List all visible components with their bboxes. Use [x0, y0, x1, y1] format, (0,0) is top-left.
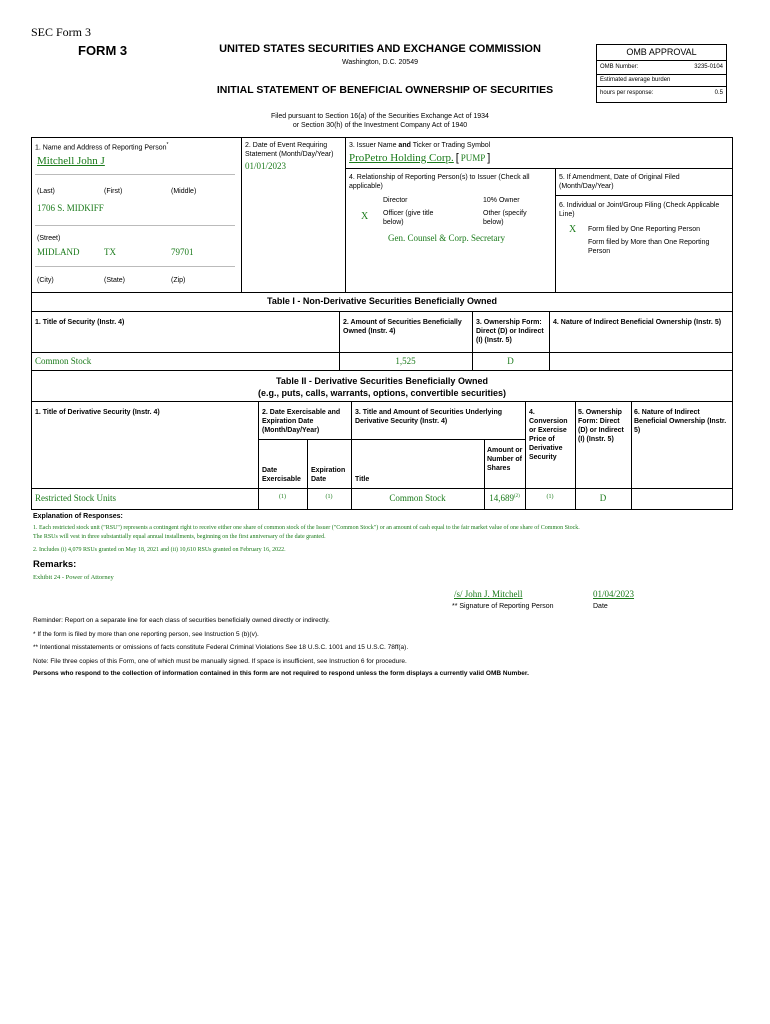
table2-row-amount: 14,689: [489, 493, 514, 503]
agency-location: Washington, D.C. 20549: [341, 59, 418, 66]
box6-label: 6. Individual or Joint/Group Filing (Check Applicable Line): [559, 202, 720, 218]
ticker-open-bracket: [: [455, 152, 459, 164]
omb-number-label: OMB Number:: [600, 64, 639, 70]
table1-row-amount: 1,525: [395, 356, 416, 366]
omb-hours-row: [597, 87, 726, 99]
table2-row-form: D: [599, 493, 607, 503]
first-label: (First): [104, 188, 123, 195]
table1-title: Table I - Non-Derivative Securities Beneficially Owned: [267, 296, 497, 306]
form-title: FORM 3: [78, 43, 128, 58]
signature-date: 01/04/2023: [593, 589, 635, 599]
table1-row-form: D: [507, 356, 514, 366]
omb-number-value: 3235-0104: [694, 64, 723, 70]
more-persons-label: Form filed by More than One Reporting Person: [588, 239, 710, 255]
box3-label: [349, 141, 490, 150]
one-person-checkmark[interactable]: X: [569, 224, 577, 235]
filed-line-2: or Section 30(h) of the Investment Company Act of 1940: [292, 122, 468, 129]
box3-label-post: Ticker or Trading Symbol: [410, 142, 491, 149]
last-label: (Last): [37, 188, 55, 195]
agency-title: UNITED STATES SECURITIES AND EXCHANGE COMMISSION: [219, 43, 541, 55]
box1-label: [35, 141, 168, 152]
footer-reminder: Reminder: Report on a separate line for each class of securities beneficially owned directly or indirectly.: [33, 617, 330, 624]
omb-approval-box: [596, 44, 727, 103]
box2-label: 2. Date of Event Requiring Statement (Month/Day/Year): [245, 142, 334, 158]
footer-omb-notice: Persons who respond to the collection of information contained in this form are not required to respond unless the form displays a currently valid OMB Number.: [33, 670, 529, 677]
table2-title: Table II - Derivative Securities Beneficially Owned: [276, 376, 488, 386]
ticker-symbol[interactable]: PUMP: [460, 153, 486, 163]
statement-title: INITIAL STATEMENT OF BENEFICIAL OWNERSHIP OF SECURITIES: [216, 84, 554, 96]
table2-row-amount-note: (2): [513, 494, 520, 499]
table2-row-price: (1): [546, 494, 554, 500]
explanation-heading: Explanation of Responses:: [33, 513, 123, 520]
box4-label: 4. Relationship of Reporting Person(s) to Issuer (Check all applicable): [349, 174, 530, 190]
zip-value: 79701: [171, 247, 194, 257]
table1-col2: 2. Amount of Securities Beneficially Owned (Instr. 4): [343, 319, 462, 335]
remarks-heading: Remarks:: [33, 559, 77, 570]
explanation-note-2: 2. Includes (i) 4,079 RSUs granted on May 18, 2021 and (ii) 10,610 RSUs granted on February 16, 2022.: [33, 547, 286, 553]
zip-label: (Zip): [171, 277, 186, 284]
table2-col3a: Title: [355, 476, 370, 483]
other-label: Other (specify below): [483, 210, 527, 226]
ten-percent-owner-label: 10% Owner: [483, 197, 520, 204]
table2-row-exercisable: (1): [279, 494, 286, 500]
middle-label: (Middle): [171, 188, 197, 195]
table2-col3b: Amount or Number of Shares: [487, 447, 523, 472]
explanation-note-1a: 1. Each restricted stock unit ("RSU") represents a contingent right to receive either one share of common stock of the Issuer ("Common Stock") or an amount of cash equal to the fair market value of one share of Common Stock.: [33, 525, 580, 531]
reporting-person-name[interactable]: Mitchell John J: [37, 155, 105, 167]
omb-number-row: [597, 61, 726, 75]
table2-row-expiration: (1): [325, 494, 333, 500]
officer-checkmark[interactable]: X: [361, 211, 369, 222]
omb-hours-label: hours per response:: [600, 90, 654, 96]
ticker-close-bracket: ]: [487, 152, 491, 164]
box1-asterisk: *: [166, 142, 169, 148]
signature-label: ** Signature of Reporting Person: [452, 603, 554, 610]
city-value: MIDLAND: [37, 247, 80, 257]
omb-hours-value: 0.5: [714, 90, 723, 96]
street-label: (Street): [37, 235, 61, 242]
omb-burden-label: Estimated average burden: [597, 75, 726, 87]
box3-label-pre: 3. Issuer Name: [349, 142, 399, 149]
signature-name: /s/ John J. Mitchell: [454, 589, 523, 599]
street-value: 1706 S. MIDKIFF: [37, 203, 104, 213]
table2-row-underlying: Common Stock: [389, 493, 446, 503]
sec-form-label: SEC Form 3: [31, 25, 92, 39]
remarks-text: Exhibit 24 - Power of Attorney: [33, 574, 114, 581]
table2-col2a: Date Exercisable: [262, 467, 301, 483]
filed-line-1: Filed pursuant to Section 16(a) of the Securities Exchange Act of 1934: [271, 113, 489, 120]
table1-col1: 1. Title of Security (Instr. 4): [35, 319, 125, 326]
box3-label-and: and: [398, 142, 411, 149]
signature-date-label: Date: [593, 603, 608, 610]
officer-label: Officer (give title below): [383, 210, 434, 226]
table2-col1: 1. Title of Derivative Security (Instr. 4): [35, 409, 160, 416]
one-person-label: Form filed by One Reporting Person: [588, 226, 701, 233]
table2-subtitle: (e.g., puts, calls, warrants, options, convertible securities): [257, 388, 507, 398]
table2-col3: 3. Title and Amount of Securities Underlying Derivative Security (Instr. 4): [355, 409, 503, 425]
state-label: (State): [104, 277, 126, 284]
box1-label-text: 1. Name and Address of Reporting Person: [35, 144, 167, 152]
footer-misstatements: ** Intentional misstatements or omissions of facts constitute Federal Criminal Violations See 18 U.S.C. 1001 and 15 U.S.C. 78ff(a).: [33, 644, 409, 651]
footer-copies-note: Note: File three copies of this Form, one of which must be manually signed. If space is insufficient, see Instruction 6 for procedure.: [33, 658, 407, 665]
box5-label: 5. If Amendment, Date of Original Filed (Month/Day/Year): [559, 174, 680, 190]
city-label: (City): [37, 277, 54, 284]
state-value: TX: [104, 247, 116, 257]
table2-row-title: Restricted Stock Units: [35, 493, 116, 503]
issuer-name[interactable]: ProPetro Holding Corp.: [349, 152, 454, 164]
table1-col3: 3. Ownership Form: Direct (D) or Indirect (I) (Instr. 5): [476, 319, 544, 344]
explanation-note-1: [33, 524, 733, 542]
event-date-value: 01/01/2023: [245, 161, 287, 171]
omb-title: OMB APPROVAL: [597, 45, 726, 61]
table2-col5: 5. Ownership Form: Direct (D) or Indirect (I) (Instr. 5): [578, 409, 624, 443]
director-label: Director: [383, 197, 408, 204]
table1-row-security: Common Stock: [35, 356, 92, 366]
explanation-note-1b: The RSUs will vest in three substantially equal annual installments, beginning on the first anniversary of the date granted.: [33, 534, 326, 540]
table2-col6: 6. Nature of Indirect Beneficial Ownership (Instr. 5): [634, 409, 727, 434]
table2-col4: 4. Conversion or Exercise Price of Derivative Security: [529, 409, 568, 461]
issuer-line: [349, 152, 490, 164]
officer-title-value: Gen. Counsel & Corp. Secretary: [388, 233, 505, 243]
footer-multiple-persons: * If the form is filed by more than one reporting person, see Instruction 5 (b)(v).: [33, 631, 259, 638]
table2-row-amount-cell: [484, 493, 525, 503]
table2-col2: 2. Date Exercisable and Expiration Date (Month/Day/Year): [262, 409, 341, 434]
table1-col4: 4. Nature of Indirect Beneficial Ownership (Instr. 5): [553, 319, 722, 326]
filed-pursuant: [200, 112, 560, 130]
table2-col2b: Expiration Date: [311, 467, 346, 483]
